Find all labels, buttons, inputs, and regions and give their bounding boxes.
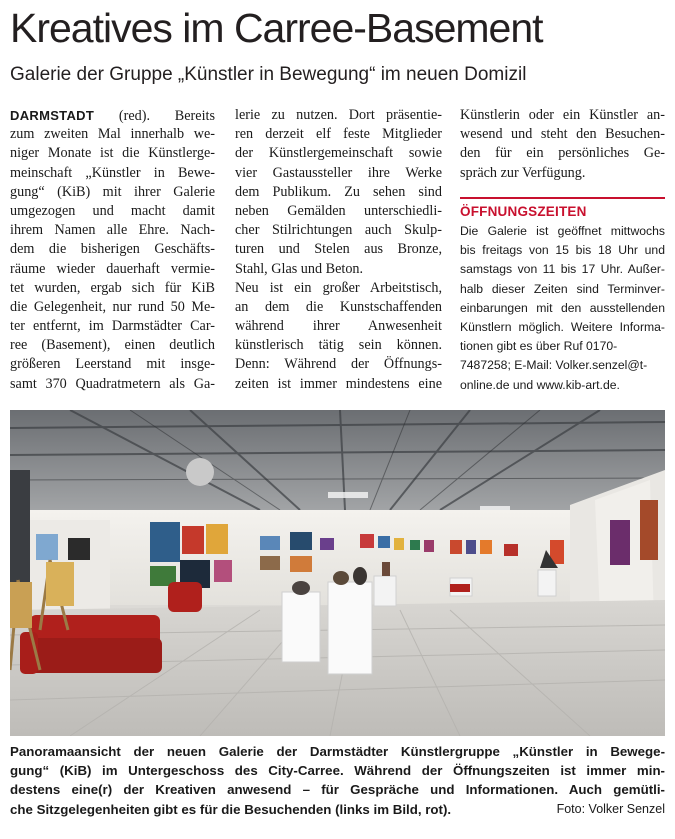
body-column-3	[460, 106, 665, 183]
body-line: die Gelegenheit, nur rund 50 Me-	[10, 298, 215, 315]
body-line: räume wieder dauerhaft vermie-	[10, 260, 215, 277]
body-line: meinschaft „Künstler in Bewe-	[10, 164, 215, 181]
body-line: niger Monate ist die Künstlerge-	[10, 145, 215, 162]
info-line: bis freitags von 15 bis 18 Uhr und	[460, 243, 665, 258]
body-line: Künstlerin oder ein Künstler an-	[460, 107, 665, 123]
body-line: ter entfernt, im Darmstädter Car-	[10, 318, 215, 335]
body-line: den für ein persönliches Ge-	[460, 145, 665, 162]
body-line: cher Stilrichtungen auch Skulp-	[235, 222, 442, 239]
info-line: samstags von 11 bis 17 Uhr. Außer-	[460, 262, 665, 277]
body-line: samt 370 Quadratmetern als Ga-	[10, 375, 215, 392]
body-line: lerie zu nutzen. Dort präsentie-	[235, 107, 442, 123]
body-line: während ihrer Anwesenheit	[235, 318, 442, 335]
body-line: vier Gastaussteller ihre Werke	[235, 164, 442, 181]
body-line: zum zweiten Mal innerhalb we-	[10, 126, 215, 143]
info-line: tionen gibt es über Ruf 0170-	[460, 339, 618, 354]
body-line: an dem die Kunstschaffenden	[235, 298, 442, 315]
info-box-divider	[460, 197, 665, 199]
body-line: gung“ (KiB) mit ihrer Galerie	[10, 183, 215, 200]
body-line: der Künstlergemeinschaft sowie	[235, 145, 442, 162]
body-line: spräch zur Verfügung.	[460, 164, 586, 181]
body-line: DARMSTADT (red). Bereits	[10, 108, 215, 124]
body-line: turen und Stelen aus Bronze,	[235, 241, 442, 258]
info-line: 7487258; E-Mail: Volker.senzel@t-	[460, 358, 648, 373]
body-line: größeren Leerstand mit insge-	[10, 356, 215, 373]
info-line: Die Galerie ist geöffnet mittwochs	[460, 224, 665, 238]
info-box-title: ÖFFNUNGSZEITEN	[460, 204, 587, 219]
caption-line: che Sitzgelegenheiten gibt es für die Besuchenden (links im Bild, rot).	[10, 801, 452, 817]
body-line: dem Publikum. Zu sehen sind	[235, 183, 442, 200]
body-line: tet wurden, ergab sich für KiB	[10, 279, 215, 296]
body-line: Denn: Während der Öffnungs-	[235, 356, 442, 373]
info-box-text	[460, 222, 665, 395]
body-column-2	[235, 106, 442, 394]
body-line: Neu ist ein großer Arbeitstisch,	[235, 279, 442, 296]
caption-line: Panoramaansicht der neuen Galerie der Darmstädter Künstlergruppe „Künstler in Bewege-	[10, 744, 665, 759]
body-line: künstlerisch tätig sein können.	[235, 337, 442, 354]
headline: Kreatives im Carree-Basement	[10, 5, 543, 51]
photo-credit: Foto: Volker Senzel	[556, 802, 665, 816]
info-line: online.de und www.kib-art.de.	[460, 377, 620, 392]
subheadline: Galerie der Gruppe „Künstler in Bewegung“ im neuen Domizil	[10, 64, 527, 85]
dateline: DARMSTADT	[10, 108, 95, 123]
info-line: halb dieser Zeiten sind Terminver-	[460, 281, 665, 296]
body-line: zeiten ist immer mindestens eine	[235, 375, 442, 392]
body-line: ihrem Namen alle Ehre. Nach-	[10, 222, 215, 239]
body-line: ree (Basement), einen deutlich	[10, 337, 215, 354]
caption-line: gung“ (KiB) im Untergeschoss des City-Carree. Während der Öffnungszeiten ist immer min-	[10, 763, 665, 779]
body-line: Stahl, Glas und Beton.	[235, 260, 364, 277]
body-line: wesend und steht den Besuchen-	[460, 126, 665, 143]
body-line: umgezogen und macht damit	[10, 202, 215, 219]
body-line: ren derzeit elf feste Mitglieder	[235, 126, 442, 143]
body-line: dem die bisherigen Geschäfts-	[10, 241, 215, 258]
body-column-1	[10, 106, 215, 394]
gallery-panorama-illustration	[10, 410, 665, 736]
info-line: einbarungen mit den ausstellenden	[460, 300, 665, 315]
body-line: neben Gemälden unterschiedli-	[235, 202, 442, 219]
caption-line: destens eine(r) der Kreativen anwesend – für Gespräche und Informationen. Auch gemütli-	[10, 782, 665, 798]
gallery-photo	[10, 410, 665, 736]
info-line: Künstlern möglich. Weitere Informa-	[460, 319, 665, 334]
